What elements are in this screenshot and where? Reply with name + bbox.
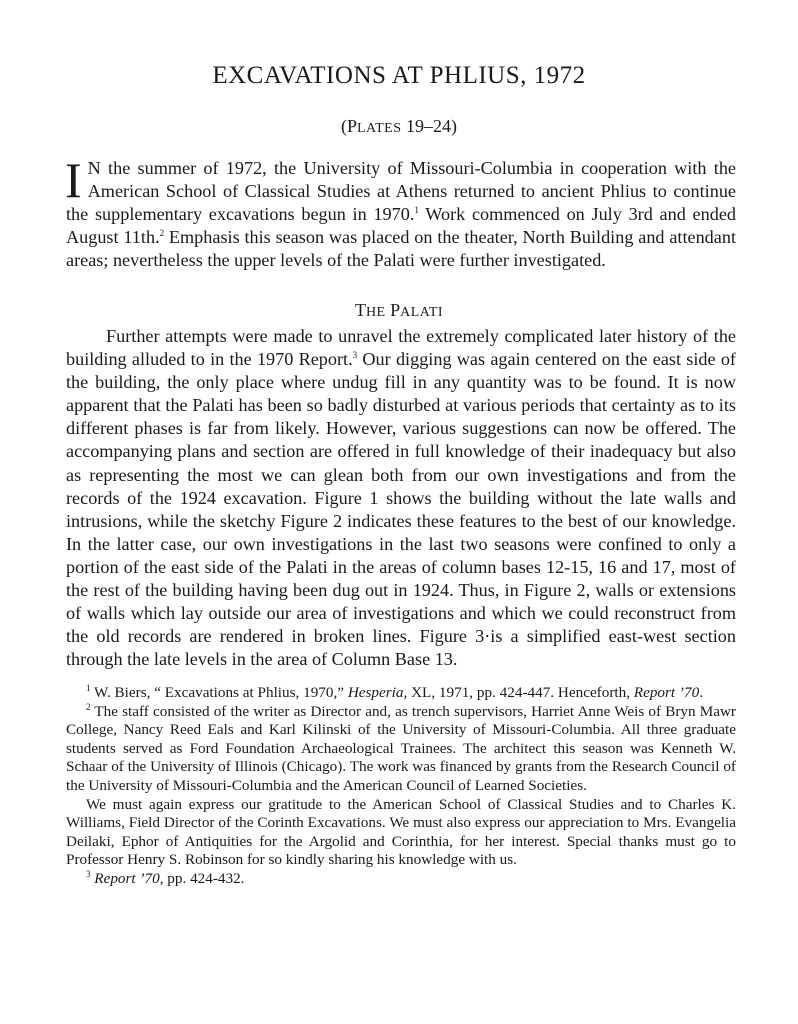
footnotes — [66, 684, 736, 889]
section-rest-he: HE — [365, 305, 386, 320]
footnote-ref-2[interactable]: 2 — [159, 228, 165, 239]
palati-paragraph — [66, 325, 736, 671]
article-title: EXCAVATIONS AT PHLIUS, 1972 — [212, 62, 586, 89]
plates-initial: P — [346, 116, 357, 136]
plates-range: 19–24) — [401, 116, 457, 136]
footnote-3 — [66, 870, 736, 889]
section-initial-t: T — [354, 300, 366, 320]
footnote-1 — [66, 684, 736, 703]
palati-text-1: Further attempts were made to unravel the extremely complicated later history of the building alluded to in the 1970 Report. — [66, 326, 736, 370]
footnote-1-text-c: . — [699, 684, 703, 701]
footnote-1-text-b: , XL, 1971, pp. 424-447. Henceforth, — [403, 684, 634, 701]
plates-word-rest: LATES — [357, 121, 402, 136]
plates-reference — [0, 116, 798, 137]
footnote-1-report: Report ’70 — [633, 684, 700, 701]
footnote-2-mark: 2 — [86, 701, 91, 712]
footnote-3-report: Report ’70 — [94, 869, 160, 887]
section-heading-palati — [0, 300, 798, 321]
intro-text-1: N the summer of 1972, the University of Missouri-Columbia in cooperation with the American School of Classical Studies at Athens returned to ancient Phlius to continue the supplementary excavations begun in 1970. — [66, 158, 736, 225]
plates-open-paren: ( — [340, 116, 347, 136]
footnote-3-text: , pp. 424-432. — [159, 869, 245, 887]
intro-text-2: Work commenced on July 3rd and ended August 11th. — [66, 204, 736, 248]
footnote-2-continued: We must again express our gratitude to the American School of Classical Studies and to Charles K. Williams, Field Director of the Corinth Excavations. We must also express our appreciation to Mrs. Evangelia Deilaki, Ephor of Antiquities for the Argolid and Corinthia, for her interest. Special thanks must go to Professor Henry S. Robinson for so kindly sharing his knowledge with us. — [66, 795, 736, 869]
footnote-2-text: The staff consisted of the writer as Director and, as trench supervisors, Harriet Anne Weis of Bryn Mawr College, Nancy Reed Eals and Karl Kilinski of the University of Missouri-Columbia. All three graduate students served as Ford Foundation Archaeological Trainees. The architect this season was Kenneth W. Schaar of the University of Illinois (Chicago). The work was financed by grants from the Research Council of the University of Missouri-Columbia and the American Council of Learned Societies. — [66, 702, 736, 794]
footnote-1-text-a: W. Biers, “ Excavations at Phlius, 1970,” — [90, 684, 348, 701]
section-initial-p: P — [390, 300, 401, 320]
intro-paragraph — [65, 152, 736, 272]
footnote-1-mark: 1 — [86, 682, 91, 693]
section-rest-alati: ALATI — [400, 305, 444, 320]
intro-text-3: Emphasis this season was placed on the theater, North Building and attendant areas; nevertheless the upper levels of the Palati were further investigated. — [66, 227, 736, 271]
footnote-ref-1[interactable]: 1 — [414, 205, 419, 216]
footnote-1-journal: Hesperia — [347, 684, 404, 701]
footnote-3-mark: 3 — [86, 868, 91, 879]
footnote-2 — [66, 703, 736, 796]
footnote-ref-3[interactable]: 3 — [352, 350, 358, 361]
palati-text-2: Our digging was again centered on the east side of the building, the only place where undug fill in any quantity was to be found. It is now apparent that the Palati has been so badly disturbed at various periods that certainty as to its different phases is far from likely. However, various suggestions can now be offered. The accompanying plans and section are offered in full knowledge of their inadequacy but also as representing the most we can glean both from our own investigations and from the records of the 1924 excavation. Figure 1 shows the building without the late walls and intrusions, while the sketchy Figure 2 indicates these features to the best of our knowledge. In the latter case, our own investigations in the last two seasons were confined to only a portion of the east side of the Palati in the areas of column bases 12-15, 16 and 17, most of the rest of the building having been dug out in 1924. Thus, in Figure 2, walls or extensions of walls which lay outside our area of investigations and which we could reconstruct from the old records are rendered in broken lines. Figure 3·is a simplified east-west section through the late levels in the area of Column Base 13. — [66, 349, 736, 670]
drop-cap: I — [65, 152, 82, 208]
